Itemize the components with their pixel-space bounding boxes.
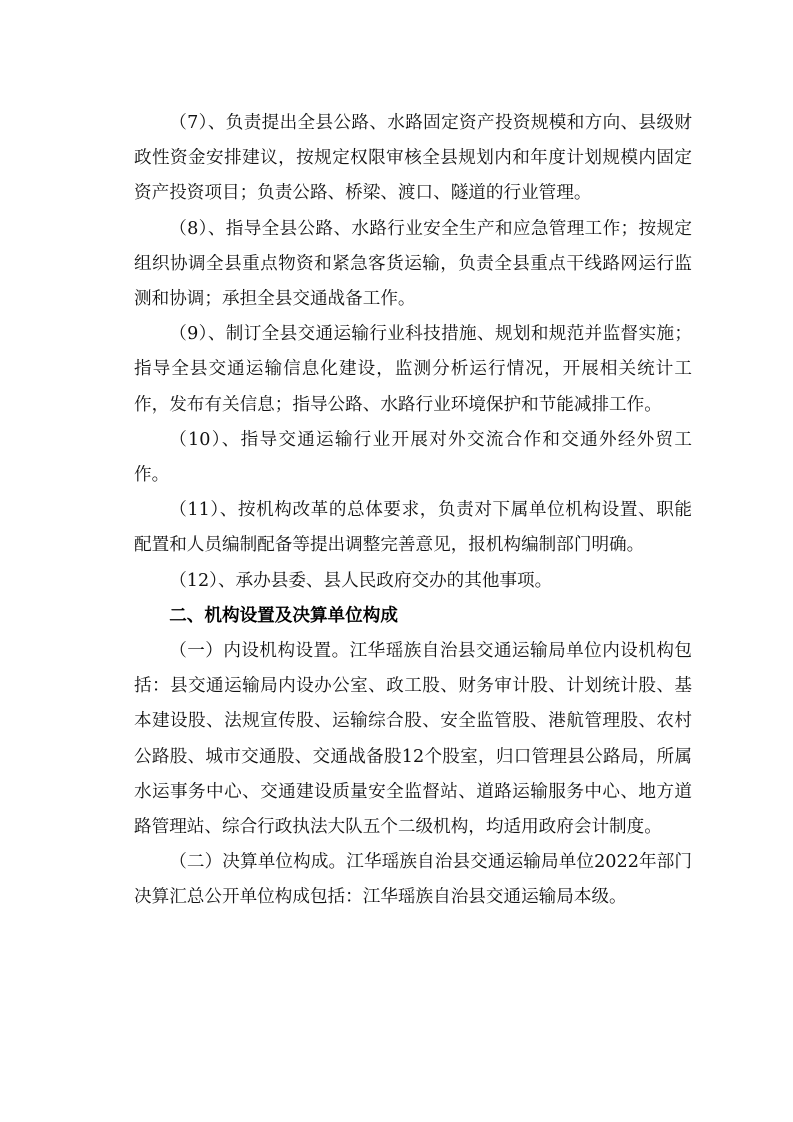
paragraph-item-7: （7）、负责提出全县公路、水路固定资产投资规模和方向、县级财政性资金安排建议，按规定权限审核全县规划内和年度计划规模内固定资产投资项目；负责公路、桥梁、渡口、隧道的行业管理。 [134, 113, 692, 204]
paragraph-item-10: （10）、指导交通运输行业开展对外交流合作和交通外经外贸工作。 [134, 429, 692, 486]
paragraph-budget-units: （二）决算单位构成。江华瑶族自治县交通运输局单位2022年部门决算汇总公开单位构成包括：江华瑶族自治县交通运输局本级。 [134, 852, 692, 908]
document-body [134, 106, 692, 916]
paragraph-item-9: （9）、制订全县交通运输行业科技措施、规划和规范并监督实施；指导全县交通运输信息化建设，监测分析运行情况，开展相关统计工作，发布有关信息；指导公路、水路行业环境保护和节能减排工作。 [134, 324, 692, 415]
section-heading: 二、机构设置及决算单位构成 [169, 605, 398, 626]
paragraph-item-8: （8）、指导全县公路、水路行业安全生产和应急管理工作；按规定组织协调全县重点物资和紧急客货运输，负责全县重点干线路网运行监测和协调；承担全县交通战备工作。 [134, 218, 692, 310]
paragraph-internal-structure: （一）内设机构设置。江华瑶族自治县交通运输局单位内设机构包括：县交通运输局内设办公室、政工股、财务审计股、计划统计股、基本建设股、法规宣传股、运输综合股、安全监管股、港航管理股、农村公路股、城市交通股、交通战备股12个股室，归口管理县公路局，所属水运事务中心、交通建设质量安全监督站、道路运输服务中心、地方道路管理站、综合行政执法大队五个二级机构，均适用政府会计制度。 [134, 641, 692, 838]
paragraph-item-11: （11）、按机构改革的总体要求，负责对下属单位机构设置、职能配置和人员编制配备等提出调整完善意见，报机构编制部门明确。 [134, 500, 692, 556]
paragraph-item-12: （12）、承办县委、县人民政府交办的其他事项。 [169, 570, 553, 591]
